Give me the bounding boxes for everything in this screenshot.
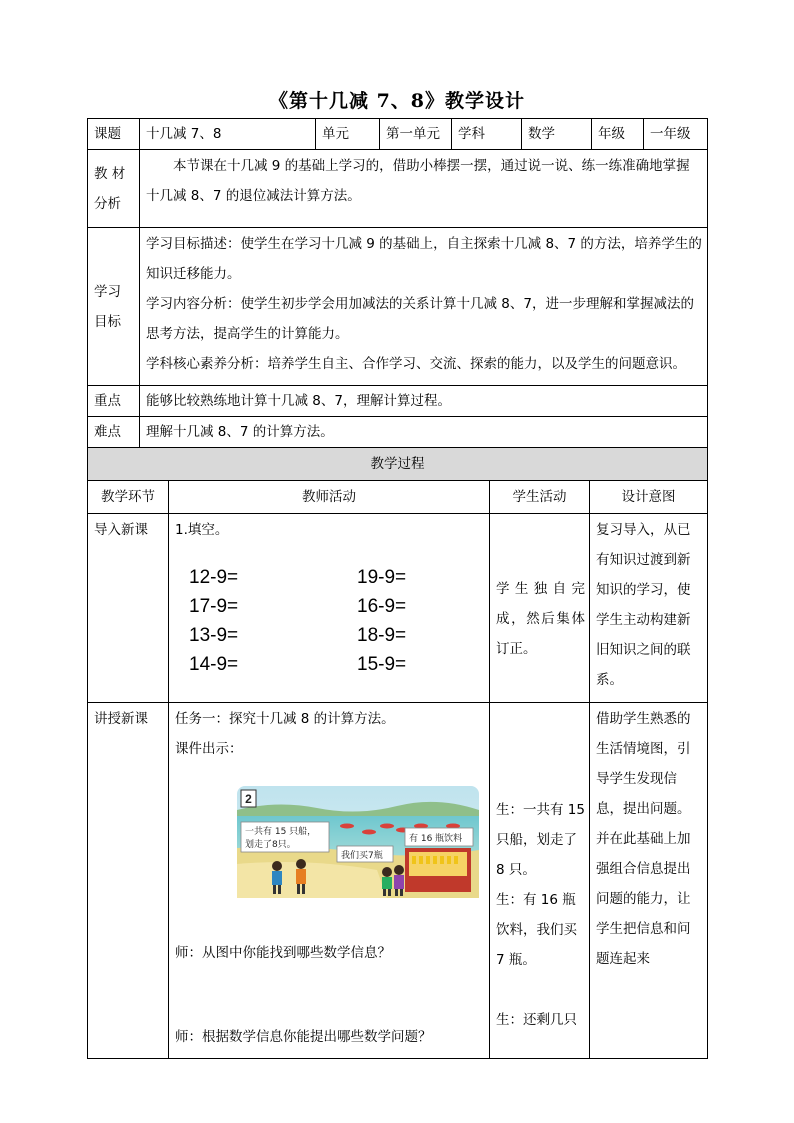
grade-label: 年级 xyxy=(592,119,644,150)
bubble-boats-line2: 划走了8只。 xyxy=(245,840,296,850)
column-header-stage: 教学环节 xyxy=(88,481,169,514)
stage-new: 讲授新课 xyxy=(88,703,169,1059)
bottle xyxy=(433,856,437,864)
teacher-activity-intro xyxy=(169,514,490,703)
goals-cell xyxy=(140,228,708,386)
courseware-label: 课件出示： xyxy=(175,741,243,757)
student-text: 学生独自完成，然后集体订正。 xyxy=(496,581,585,657)
bottle xyxy=(419,856,423,864)
exercise-item: 19-9= xyxy=(357,567,407,588)
intent-new xyxy=(590,703,708,1059)
key-point-label: 重点 xyxy=(88,386,140,417)
subject-value: 数学 xyxy=(522,119,592,150)
exercise-item: 15-9= xyxy=(357,654,407,675)
subject-label: 学科 xyxy=(452,119,522,150)
process-header: 教学过程 xyxy=(88,448,708,481)
bottle xyxy=(412,856,416,864)
stage-intro: 导入新课 xyxy=(88,514,169,703)
exercise-title: 1.填空。 xyxy=(175,522,229,538)
student-activity-intro xyxy=(490,514,590,703)
bottle xyxy=(426,856,430,864)
student-answer-1: 生：一共有 15 只船，划走了 8 只。 xyxy=(496,802,585,878)
student-answer-2: 生：有 16 瓶饮料，我们买 7 瓶。 xyxy=(496,892,577,968)
bubble-boats-line1: 一共有 15 只船， xyxy=(245,827,317,837)
page-title: 《第十几减 7、8》教学设计 xyxy=(268,90,526,112)
boat xyxy=(362,830,376,835)
analysis-text-cell xyxy=(140,150,708,228)
exercise-item: 17-9= xyxy=(189,596,239,617)
analysis-label-a: 教 材 xyxy=(94,165,126,182)
analysis-label xyxy=(88,150,140,228)
goal-item: 学习内容分析：使学生初步学会用加减法的关系计算十几减 8、7，进一步理解和掌握减法的思考方法，提高学生的计算能力。 xyxy=(146,296,694,342)
intent-text: 复习导入，从已有知识过渡到新知识的学习，使学生主动构建新旧知识之间的联系。 xyxy=(596,522,691,688)
topic-label: 课题 xyxy=(88,119,140,150)
bubble-drinks: 有 16 瓶饮料 xyxy=(409,834,463,844)
scene-illustration xyxy=(237,786,479,898)
goals-label-a: 学习 xyxy=(94,283,121,300)
boat xyxy=(340,824,354,829)
boat xyxy=(380,824,394,829)
exercise-item: 16-9= xyxy=(357,596,407,617)
goals-label xyxy=(88,228,140,386)
bottle xyxy=(440,856,444,864)
stall-shelf xyxy=(409,852,467,876)
column-header-teacher: 教师活动 xyxy=(169,481,490,514)
student-answer-3: 生：还剩几只 xyxy=(496,1012,577,1028)
scene-svg xyxy=(237,786,479,898)
key-point-text: 能够比较熟练地计算十几减 8、7，理解计算过程。 xyxy=(140,386,708,417)
column-header-intent: 设计意图 xyxy=(590,481,708,514)
intent-intro xyxy=(590,514,708,703)
unit-value: 第一单元 xyxy=(380,119,452,150)
difficulty-text: 理解十几减 8、7 的计算方法。 xyxy=(140,417,708,448)
analysis-text: 本节课在十几减 9 的基础上学习的，借助小棒摆一摆，通过说一说、练一练准确地掌握十几减 8、7 的退位减法计算方法。 xyxy=(146,158,690,204)
bubble-buy: 我们买7瓶 xyxy=(341,851,383,861)
task-title: 任务一：探究十几减 8 的计算方法。 xyxy=(175,711,395,727)
exercise-grid xyxy=(189,563,485,679)
goal-item: 学科核心素养分析：培养学生自主、合作学习、交流、探索的能力，以及学生的问题意识。 xyxy=(146,356,686,372)
bottle xyxy=(447,856,451,864)
analysis-label-b: 分析 xyxy=(94,195,121,212)
difficulty-label: 难点 xyxy=(88,417,140,448)
goal-item: 学习目标描述：使学生在学习十几减 9 的基础上，自主探索十几减 8、7 的方法，培养学生的知识迁移能力。 xyxy=(146,236,702,282)
exercise-item: 13-9= xyxy=(189,625,239,646)
process-table xyxy=(87,447,708,1059)
column-header-student: 学生活动 xyxy=(490,481,590,514)
exercise-item: 18-9= xyxy=(357,625,407,646)
exercise-item: 12-9= xyxy=(189,567,239,588)
question-problem: 师：根据数学信息你能提出哪些数学问题？ xyxy=(175,1029,432,1045)
student-activity-new xyxy=(490,703,590,1059)
unit-label: 单元 xyxy=(316,119,380,150)
topic-value: 十几减 7、8 xyxy=(140,119,316,150)
info-table xyxy=(87,118,708,448)
intent-text-new: 借助学生熟悉的生活情境图，引导学生发现信息，提出问题。并在此基础上加强组合信息提出问题的能力，让学生把信息和问题连起来 xyxy=(596,711,691,967)
bottle xyxy=(454,856,458,864)
teacher-activity-new xyxy=(169,703,490,1059)
question-info: 师：从图中你能找到哪些数学信息？ xyxy=(175,945,391,961)
scene-number: 2 xyxy=(245,792,252,806)
exercise-item: 14-9= xyxy=(189,654,239,675)
grade-value: 一年级 xyxy=(644,119,708,150)
goals-label-b: 目标 xyxy=(94,313,121,330)
